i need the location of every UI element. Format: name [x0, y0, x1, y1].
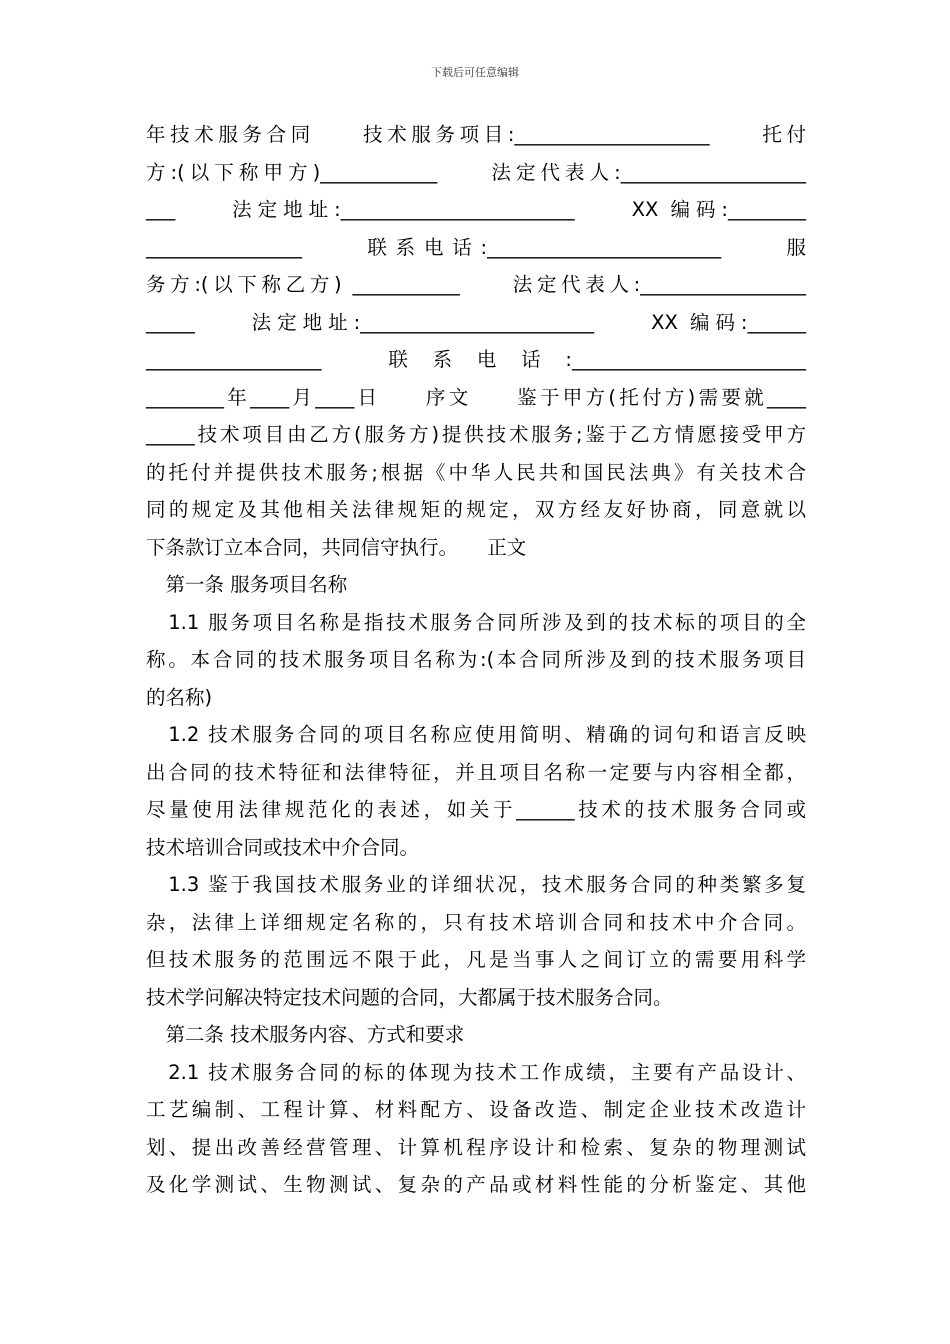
body-line: 出合同的技术特征和法律特征，并且项目名称一定要与内容相全都， — [146, 760, 806, 784]
body-line: 第一条 服务项目名称 — [146, 573, 348, 596]
body-line: ________年____月____日 序文 鉴于甲方(托付方)需要就____ — [146, 385, 806, 409]
body-line: 称。本合同的技术服务项目名称为:(本合同所涉及到的技术服务项目 — [146, 648, 806, 671]
body-line: _____技术项目由乙方(服务方)提供技术服务;鉴于乙方情愿接受甲方 — [146, 423, 806, 446]
header-note: 下载后可任意编辑 — [431, 66, 519, 79]
body-line: 第二条 技术服务内容、方式和要求 — [146, 1023, 465, 1046]
body-line: _____ 法定地址:________________________ XX 编码:______ — [146, 310, 806, 334]
body-line: 务方:(以下称乙方) ___________ 法定代表人:_________________ — [146, 273, 806, 296]
body-line: 下条款订立本合同，共同信守执行。 正文 — [146, 535, 527, 559]
body-line: ________________ 联系电话:________________________ 服 — [146, 235, 806, 259]
contract-body — [146, 116, 806, 1204]
body-line: 的托付并提供技术服务;根据《中华人民共和国民法典》有关技术合 — [146, 460, 806, 484]
body-line: 划、提出改善经营管理、计算机程序设计和检索、复杂的物理测试 — [146, 1135, 806, 1159]
body-line: 但技术服务的范围远不限于此，凡是当事人之间订立的需要用科学 — [146, 948, 806, 971]
body-line: 方:(以下称甲方)____________ 法定代表人:___________________ — [146, 160, 806, 184]
body-line: 尽量使用法律规范化的表述，如关于______技术的技术服务合同或 — [146, 798, 806, 821]
body-line: 1.1 服务项目名称是指技术服务合同所涉及到的技术标的项目的全 — [146, 610, 806, 634]
body-line: __________________ 联 系 电 话 :________________________ — [146, 348, 806, 371]
body-line: 1.3 鉴于我国技术服务业的详细状况，技术服务合同的种类繁多复 — [146, 873, 806, 896]
body-line: 2.1 技术服务合同的标的体现为技术工作成绩，主要有产品设计、 — [146, 1060, 806, 1084]
body-line: 的名称) — [146, 685, 213, 709]
body-line: 工艺编制、工程计算、材料配方、设备改造、制定企业技术改造计 — [146, 1098, 806, 1121]
body-line: 1.2 技术服务合同的项目名称应使用简明、精确的词句和语言反映 — [146, 723, 806, 746]
body-line: ___ 法定地址:________________________ XX 编码:________ — [146, 198, 806, 221]
body-line: 同的规定及其他相关法律规矩的规定，双方经友好协商，同意就以 — [146, 498, 806, 521]
body-line: 杂，法律上详细规定名称的，只有技术培训合同和技术中介合同。 — [146, 910, 806, 934]
body-line: 技术培训合同或技术中介合同。 — [146, 835, 420, 859]
body-line: 年技术服务合同 技术服务项目:____________________ 托付 — [146, 123, 806, 146]
body-line: 及化学测试、生物测试、复杂的产品或材料性能的分析鉴定、其他 — [146, 1173, 806, 1196]
body-line: 技术学问解决特定技术问题的合同，大都属于技术服务合同。 — [146, 985, 673, 1009]
